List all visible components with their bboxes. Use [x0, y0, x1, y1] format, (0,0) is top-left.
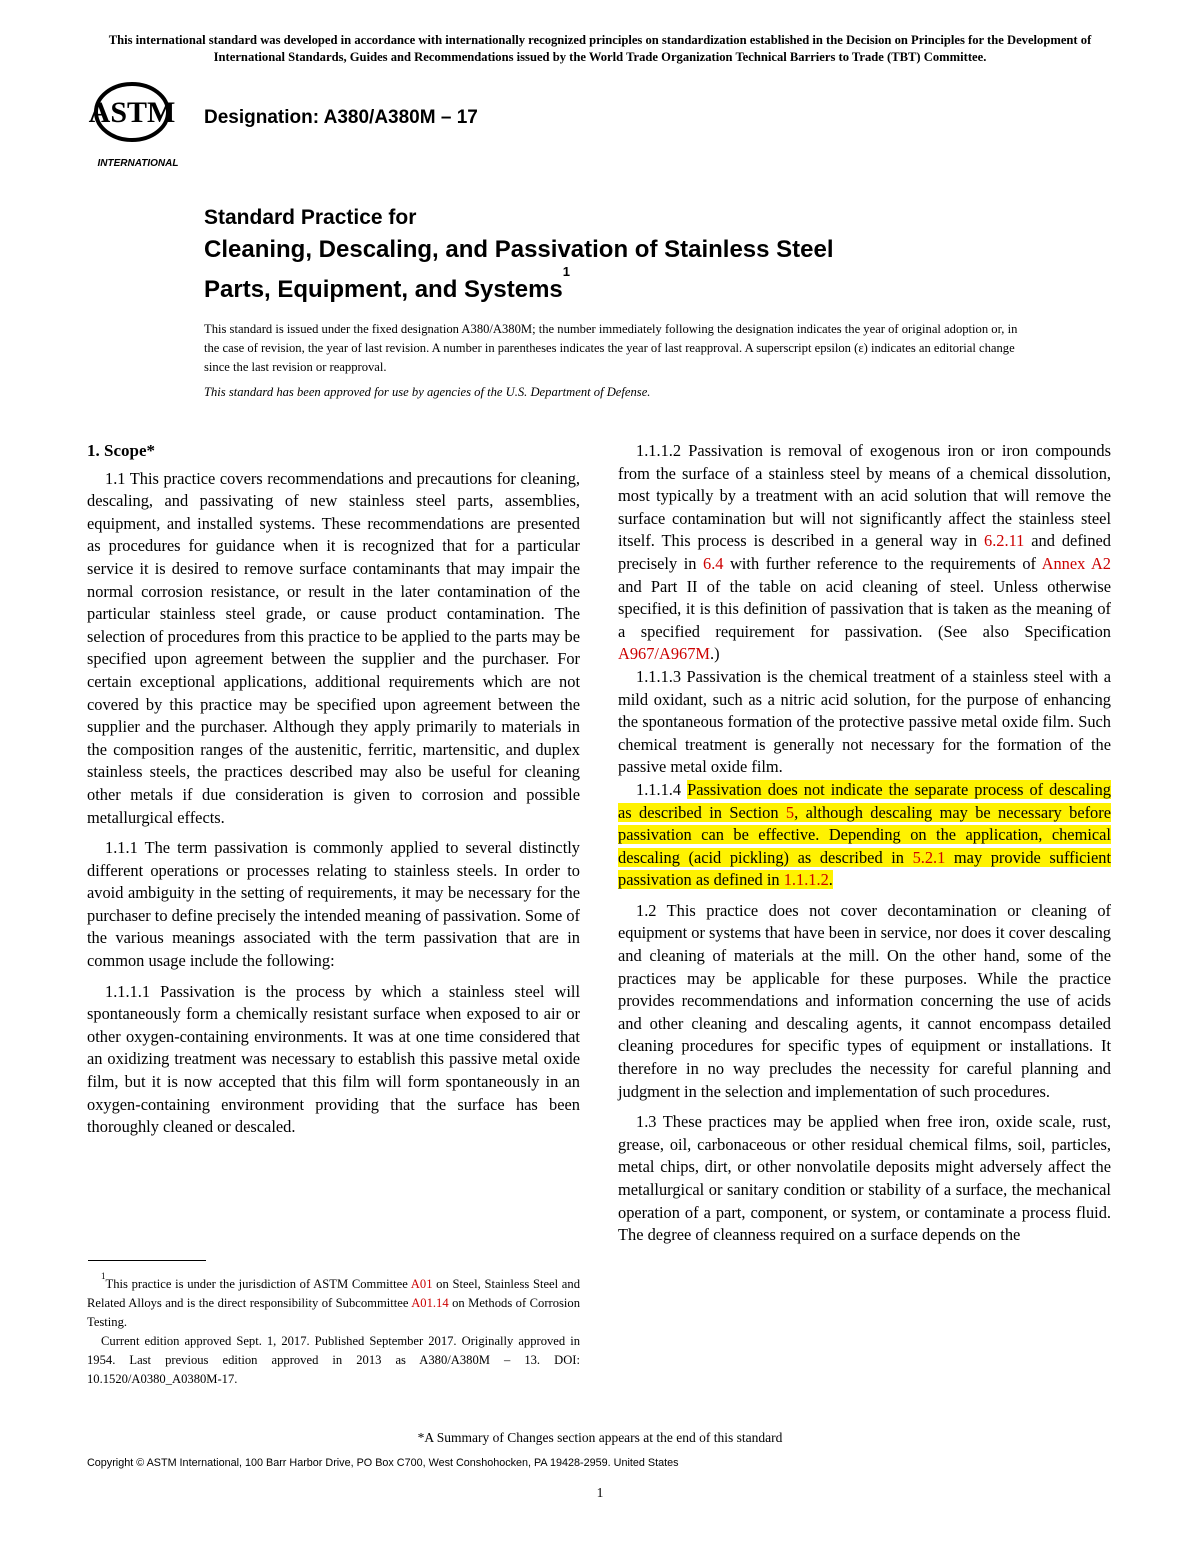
section-heading-scope: 1. Scope* [87, 441, 155, 460]
title-footnote-mark[interactable]: 1 [562, 264, 571, 279]
title-line-2: Parts, Equipment, and Systems$^1$ [204, 264, 571, 303]
link-section-5[interactable]: 5 [785, 802, 795, 822]
title-block [204, 203, 1024, 307]
paragraph-1-1: 1.1 This practice covers recommendations and precautions for cleaning, descaling, and passivating of new stainless steel parts, assemblies, equipment, and installed systems. These recommendations are presented as procedures for guidance when it is recognized that for a particular service it is desired to remove surface contaminants that may impair the normal corrosion resistance, or result in the later contamination of the particular stainless steel grade, or cause product contamination. The selection of procedures from this practice to be applied to the parts may be specified upon agreement between the supplier and the purchaser. For certain exceptional applications, additional requirements which are not covered by this practice may be specified upon agreement between the supplier and the purchaser. Although they apply primarily to materials in the composition ranges of the austenitic, ferritic, martensitic, and duplex stainless steels, the practices described may also be useful for cleaning other metals if due consideration is given to corrosion and possible metallurgical effects. [87, 468, 580, 827]
paragraph-1-3: 1.3 These practices may be applied when free iron, oxide scale, rust, grease, oil, carbonaceous or other residual chemical films, soil, particles, metal chips, dirt, or other nonvolatile deposits might adversely affect the metallurgical or sanitary condition or stability of a surface, the mechanical operation of a part, component, or system, or contaminate a process fluid. The degree of cleanness required on a surface depends on the [618, 1112, 1111, 1245]
astm-logo [84, 82, 192, 170]
footnote [87, 1271, 580, 1389]
paragraph-1-1-1-2: 1.1.1.2 Passivation is removal of exogenous iron or iron compounds from the surface of a stainless steel by means of a chemical dissolution, most typically by a treatment with an acid solution that will remove the surface contamination but will not significantly affect the stainless steel itself. This process is described in a general way in 6.2.11 and defined precisely in 6.4 with further reference to the requirements of Annex A2 and Part II of the table on acid cleaning of steel. Unless otherwise specified, it is this definition of passivation that is taken as the meaning of a specified requirement for passivation. (See also Specification A967/A967M.) [618, 441, 1112, 664]
paragraph-1-1-1-1: 1.1.1.1 Passivation is the process by which a stainless steel will spontaneously form a chemically resistant surface when exposed to air or other oxygen-containing environments. It was at one time considered that an oxidizing treatment was necessary to establish this passive metal oxide film, but it is now accepted that this film will form spontaneously in an oxygen-containing environment providing that the surface has been thoroughly cleaned or descaled. [87, 981, 580, 1137]
paragraph-1-1-1: 1.1.1 The term passivation is commonly applied to several distinctly different operations or processes relating to stainless steels. In order to avoid ambiguity in the setting of requirements, it may be necessary for the purchaser to define precisely the intended meaning of passivation. Some of the various meanings associated with the term passivation that are in common usage include the following: [87, 838, 580, 971]
link-subcommittee-a01-14[interactable]: A01.14 [411, 1296, 449, 1311]
link-annex-a2[interactable]: Annex A2 [1041, 553, 1111, 573]
footnote-paragraph-2: Current edition approved Sept. 1, 2017. Published September 2017. Originally approved in 1954. Last previous edition approved in 2013 as A380/A380M – 13. DOI: 10.1520/A0380_A0380M-17. [87, 1334, 580, 1387]
standard-note: This standard is issued under the fixed designation A380/A380M; the number immediately following the designation indicates the year of original adoption or, in the case of revision, the year of last revision. A number in parentheses indicates the year of last reapproval. A superscript epsilon (ε) indicates an editorial change since the last revision or reapproval. [204, 322, 1018, 374]
summary-of-changes-note: *A Summary of Changes section appears at the end of this standard [417, 1430, 783, 1445]
right-column [618, 440, 1111, 1247]
svg-text:ASTM: ASTM [88, 96, 176, 129]
link-6-4[interactable]: 6.4 [703, 553, 724, 573]
svg-text:INTERNATIONAL: INTERNATIONAL [97, 158, 179, 169]
footnote-mark: 1 [101, 1271, 106, 1281]
top-notice: This international standard was developed in accordance with internationally recognized principles on standardization established in the Decision on Principles for the Development of International Standards, Guides and Recommendations issued by the World Trade Organization Technical Barriers to Trade (TBT) Committee. [108, 33, 1092, 64]
page-number: 1 [596, 1485, 604, 1500]
link-5-2-1[interactable]: 5.2.1 [912, 847, 946, 867]
link-committee-a01[interactable]: A01 [410, 1277, 433, 1292]
link-1-1-1-2[interactable]: 1.1.1.2 [783, 870, 829, 890]
highlighted-text: Passivation does not indicate the separate process of descaling as described in Section 5, although descaling may be necessary before passivation can be effective. Depending on the application, chemical descaling (acid pickling) as described in 5.2.1 may provide sufficient passivation as defined in 1.1.1.2. [618, 779, 1112, 890]
footnote-rule [88, 1260, 206, 1261]
designation: Designation: A380/A380M – 17 [204, 107, 478, 128]
link-a967-a967m[interactable]: A967/A967M [618, 644, 710, 664]
paragraph-1-1-1-4: 1.1.1.4 Passivation does not indicate the separate process of descaling as described in Section 5, although descaling may be necessary before passivation can be effective. Depending on the application, chemical descaling (acid pickling) as described in 5.2.1 may provide sufficient passivation as defined in 1.1.1.2. [618, 779, 1112, 890]
title-line-1: Cleaning, Descaling, and Passivation of Stainless Steel [204, 236, 834, 263]
footnote-paragraph-1: $^1$This practice is under the jurisdiction of ASTM Committee A01 on Steel, Stainless Steel and Related Alloys and is the direct responsibility of Subcommittee A01.14 on Methods of Corrosion Testing. [87, 1271, 580, 1330]
paragraph-1-2: 1.2 This practice does not cover decontamination or cleaning of equipment or systems that have been in service, nor does it cover descaling and cleaning of materials at the mill. On the other hand, some of the practices may be applicable for these purposes. While the practice provides recommendations and information concerning the use of acids and other cleaning and descaling agents, it cannot encompass detailed cleaning procedures for specific types of equipment or installations. It therefore in no way precludes the necessity for careful planning and judgment in the selection and implementation of such procedures. [618, 900, 1111, 1101]
paragraph-1-1-1-3: 1.1.1.3 Passivation is the chemical treatment of a stainless steel with a mild oxidant, such as a nitric acid solution, for the purpose of enhancing the spontaneous formation of the protective passive metal oxide film. Such chemical treatment is generally not necessary for the formation of the passive metal oxide film. [618, 666, 1111, 777]
dod-approval-note: This standard has been approved for use by agencies of the U.S. Department of Defense. [204, 385, 651, 399]
left-column [87, 440, 580, 1139]
link-6-2-11[interactable]: 6.2.11 [984, 531, 1025, 551]
copyright-line: Copyright © ASTM International, 100 Barr Harbor Drive, PO Box C700, West Conshohocken, PA 19428-2959. United States [87, 1457, 679, 1469]
title-prefix: Standard Practice for [204, 206, 417, 229]
